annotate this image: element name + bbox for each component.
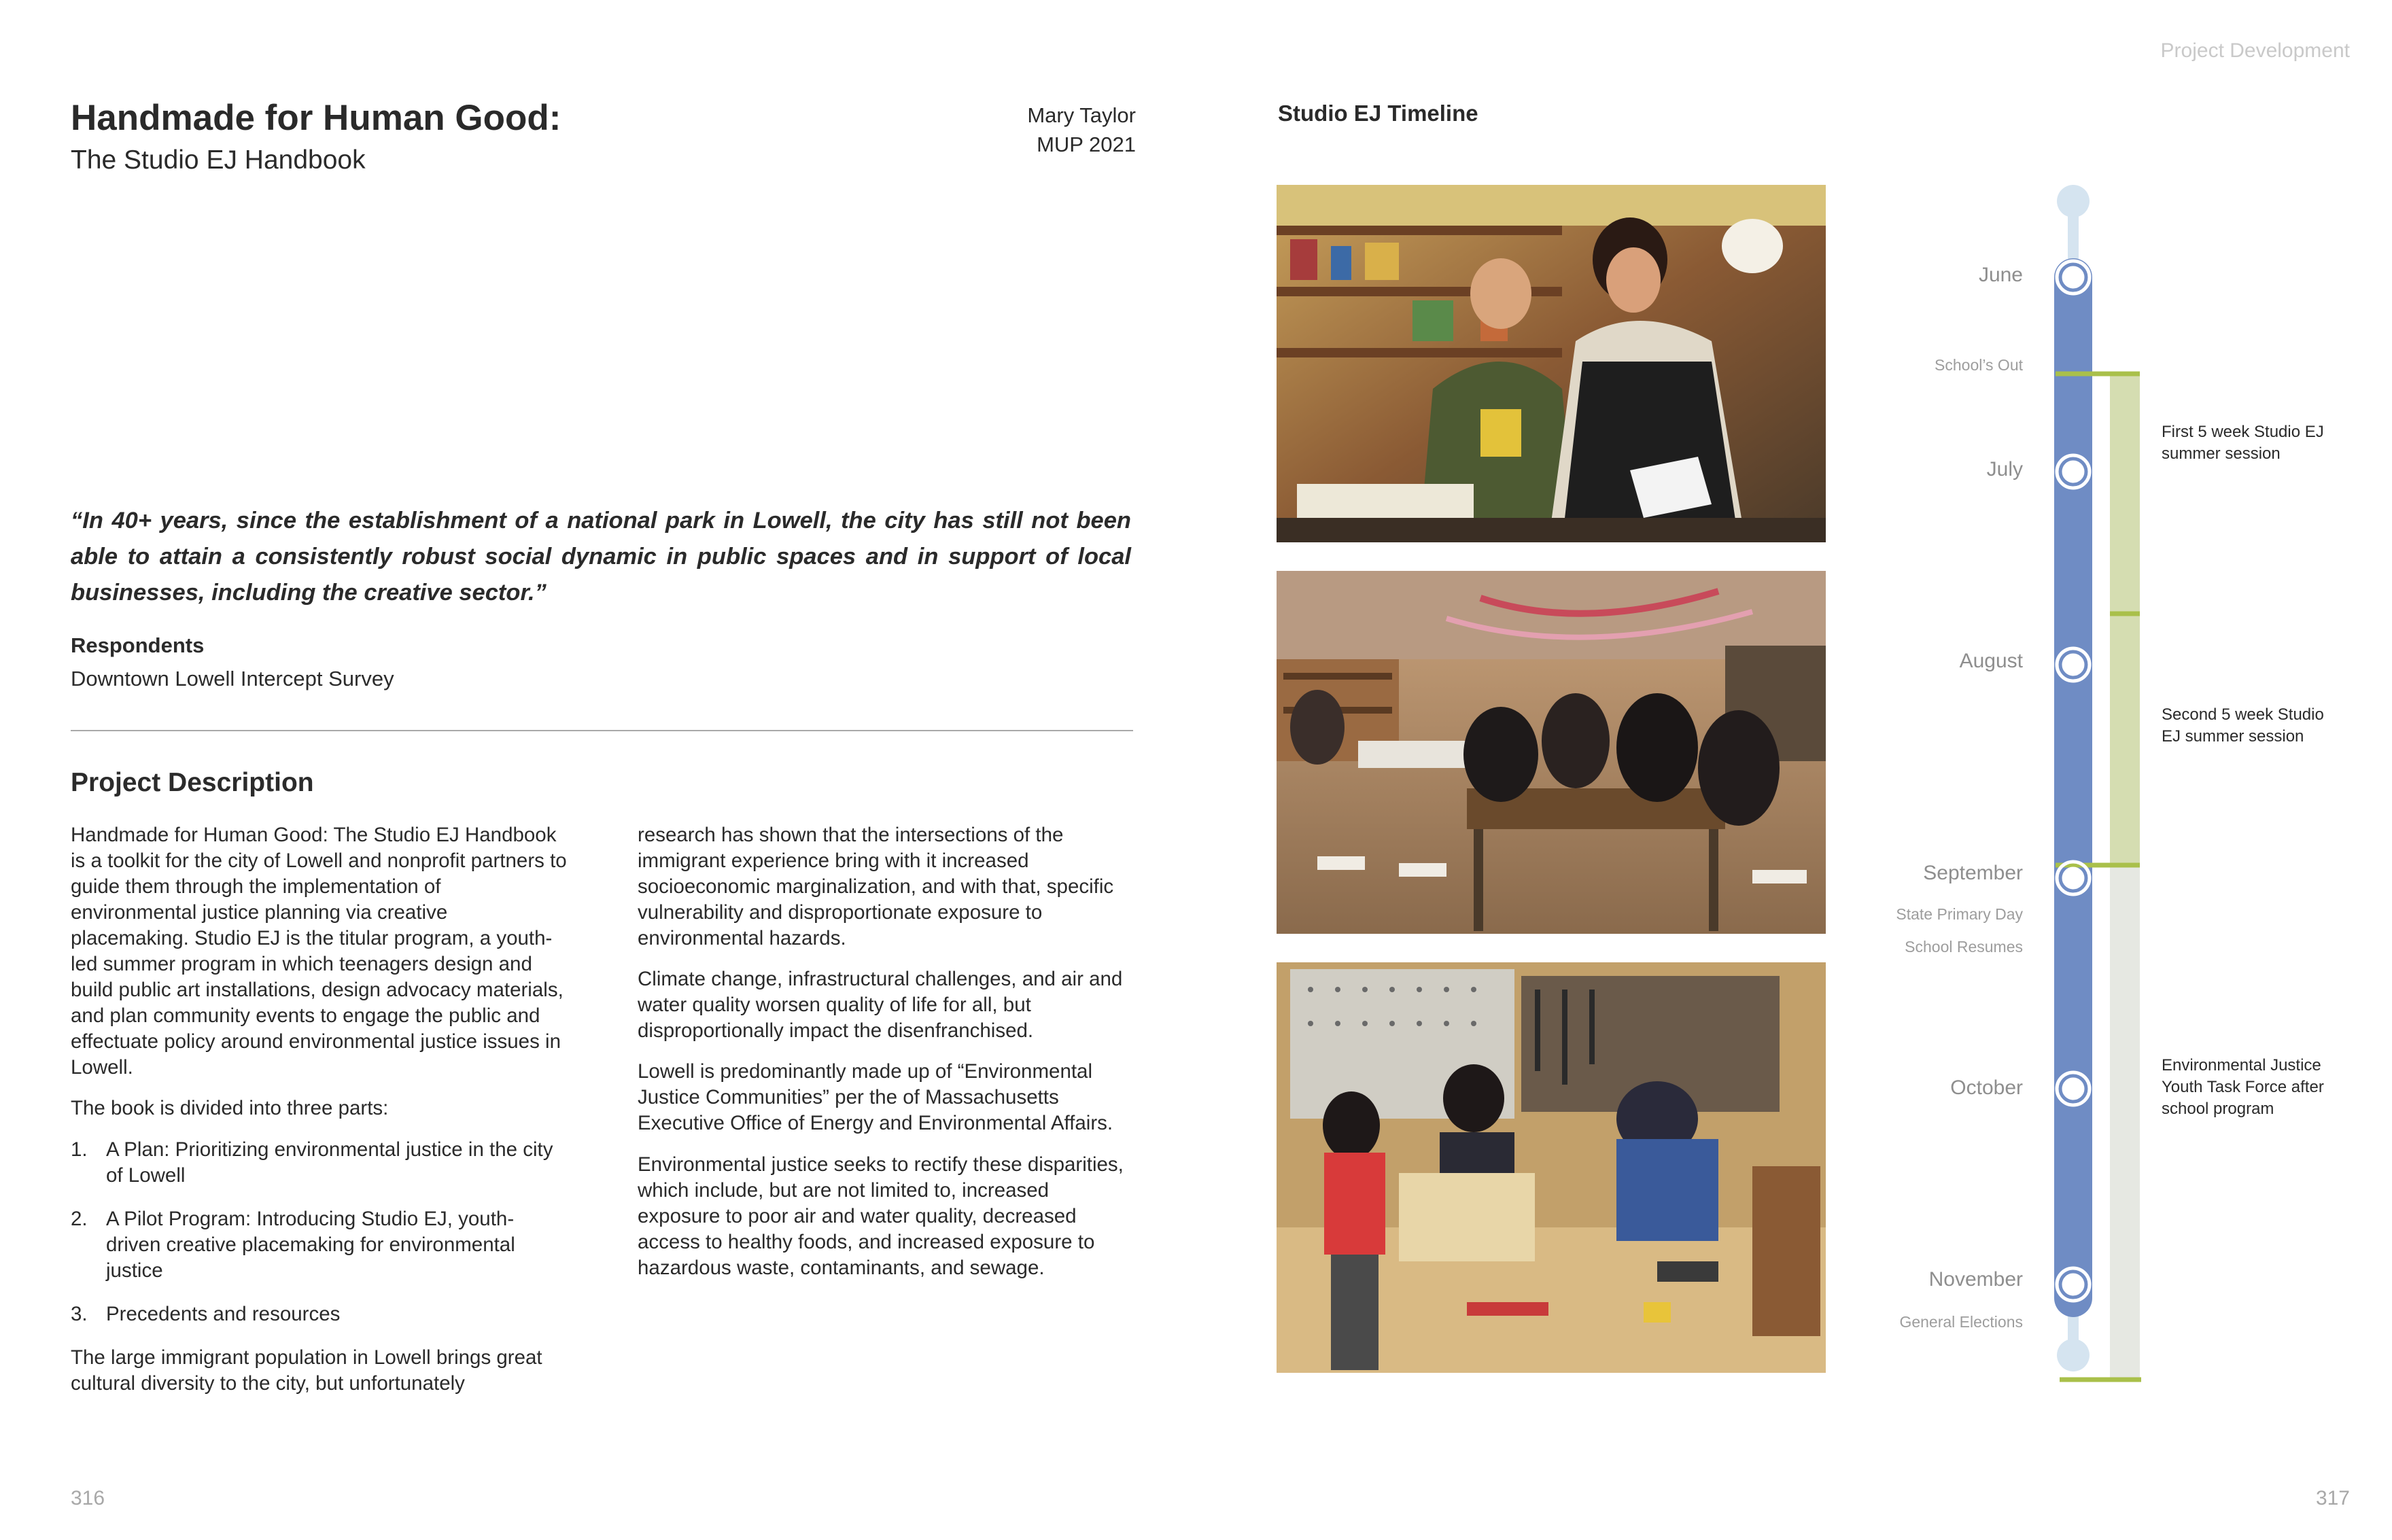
respondents-value: Downtown Lowell Intercept Survey xyxy=(71,667,394,690)
section-divider xyxy=(71,730,1133,731)
month-node-dot xyxy=(2062,266,2084,288)
list-item xyxy=(71,1206,567,1284)
month-node-dot xyxy=(2062,867,2084,889)
timeline-bar xyxy=(2054,258,2092,1317)
note-schools-out: School’s Out xyxy=(1935,356,2023,374)
author-program: MUP 2021 xyxy=(1037,133,1136,157)
month-node-dot xyxy=(2062,654,2084,676)
photo-group-session xyxy=(1277,571,1826,934)
body-column-2 xyxy=(638,822,1134,1296)
list-item xyxy=(71,1137,567,1189)
paragraph: The large immigrant population in Lowell brings great cultural diversity to the city, but unfortunately xyxy=(71,1346,542,1395)
month-label-september: September xyxy=(1923,862,2023,884)
timeline-start-cap xyxy=(2057,185,2090,217)
month-label-october: October xyxy=(1950,1077,2023,1099)
session-first-summer: First 5 week Studio EJ summer session xyxy=(2162,423,2324,463)
body-column-1 xyxy=(71,822,567,1412)
photo-woodshop xyxy=(1277,962,1826,1373)
list-text: A Pilot Program: Introducing Studio EJ, youth-driven creative placemaking for environmental justice xyxy=(106,1207,515,1282)
month-label-july: July xyxy=(1986,458,2023,480)
author-block xyxy=(864,101,1136,160)
session-second-summer: Second 5 week Studio EJ summer session xyxy=(2162,705,2324,746)
photo-craft-workshop xyxy=(1277,185,1826,542)
paragraph: Handmade for Human Good: The Studio EJ Handbook is a toolkit for the city of Lowell and nonprofit partners to guide them through the implementation of environmental justice planning via creative placemaking. Studio EJ is the titular program, a youth-led summer program in which teenagers design and build public art installations, design advocacy materials, and plan community events to engage the public and effectuate policy around environmental justice issues in Lowell. xyxy=(71,824,567,1079)
month-node-dot xyxy=(2062,461,2084,483)
page-subtitle: The Studio EJ Handbook xyxy=(71,145,366,175)
task-force-bar xyxy=(2110,865,2140,1380)
month-label-november: November xyxy=(1928,1268,2023,1291)
paragraph: Lowell is predominantly made up of “Environmental Justice Communities” per the of Massachusetts Executive Office of Energy and Environmental Affairs. xyxy=(638,1060,1113,1135)
paragraph: Climate change, infrastructural challenges, and air and water quality worsen quality of life for all, but disproportionally impact the disenfranchised. xyxy=(638,968,1123,1043)
session-task-force: Environmental Justice Youth Task Force after school program xyxy=(2162,1056,2324,1118)
summer-session-bar xyxy=(2110,374,2140,865)
list-text: A Plan: Prioritizing environmental justice in the city of Lowell xyxy=(106,1138,553,1187)
section-label: Project Development xyxy=(2160,39,2350,62)
timeline-title: Studio EJ Timeline xyxy=(1278,101,1478,126)
note-state-primary: State Primary Day xyxy=(1896,905,2023,923)
list-number: 2. xyxy=(71,1207,88,1230)
list-item xyxy=(71,1301,567,1327)
month-label-june: June xyxy=(1978,264,2023,286)
list-number: 3. xyxy=(71,1302,88,1325)
timeline-end-cap xyxy=(2057,1339,2090,1371)
paragraph: research has shown that the intersections of the immigrant experience bring with it increased socioeconomic marginalization, and with that, specific vulnerability and disproportionate exposure to environmental hazards. xyxy=(638,824,1114,950)
list-number: 1. xyxy=(71,1138,88,1161)
month-node-dot xyxy=(2062,1274,2084,1295)
page-number-right: 317 xyxy=(2315,1487,2350,1509)
month-node-dot xyxy=(2062,1078,2084,1100)
paragraph: Environmental justice seeks to rectify these disparities, which include, but are not limited to, increased exposure to poor air and water quality, decreased access to healthy foods, and increased exposure to hazardous waste, contaminants, and sewage. xyxy=(638,1153,1124,1279)
month-label-august: August xyxy=(1959,650,2023,672)
page-title: Handmade for Human Good: xyxy=(71,98,561,138)
parts-list xyxy=(71,1137,567,1327)
project-description-heading: Project Description xyxy=(71,768,314,797)
note-school-resumes: School Resumes xyxy=(1905,938,2023,956)
paragraph: The book is divided into three parts: xyxy=(71,1097,389,1120)
pull-quote: “In 40+ years, since the establishment of a national park in Lowell, the city has still not been able to attain a consistently robust social dynamic in public spaces and in support of local businesses, including the creative sector.” xyxy=(71,508,1131,606)
page-number-left: 316 xyxy=(71,1487,105,1509)
note-general-elections: General Elections xyxy=(1899,1313,2023,1331)
respondents-label: Respondents xyxy=(71,633,205,657)
author-name: Mary Taylor xyxy=(1027,103,1136,127)
list-text: Precedents and resources xyxy=(106,1302,341,1325)
